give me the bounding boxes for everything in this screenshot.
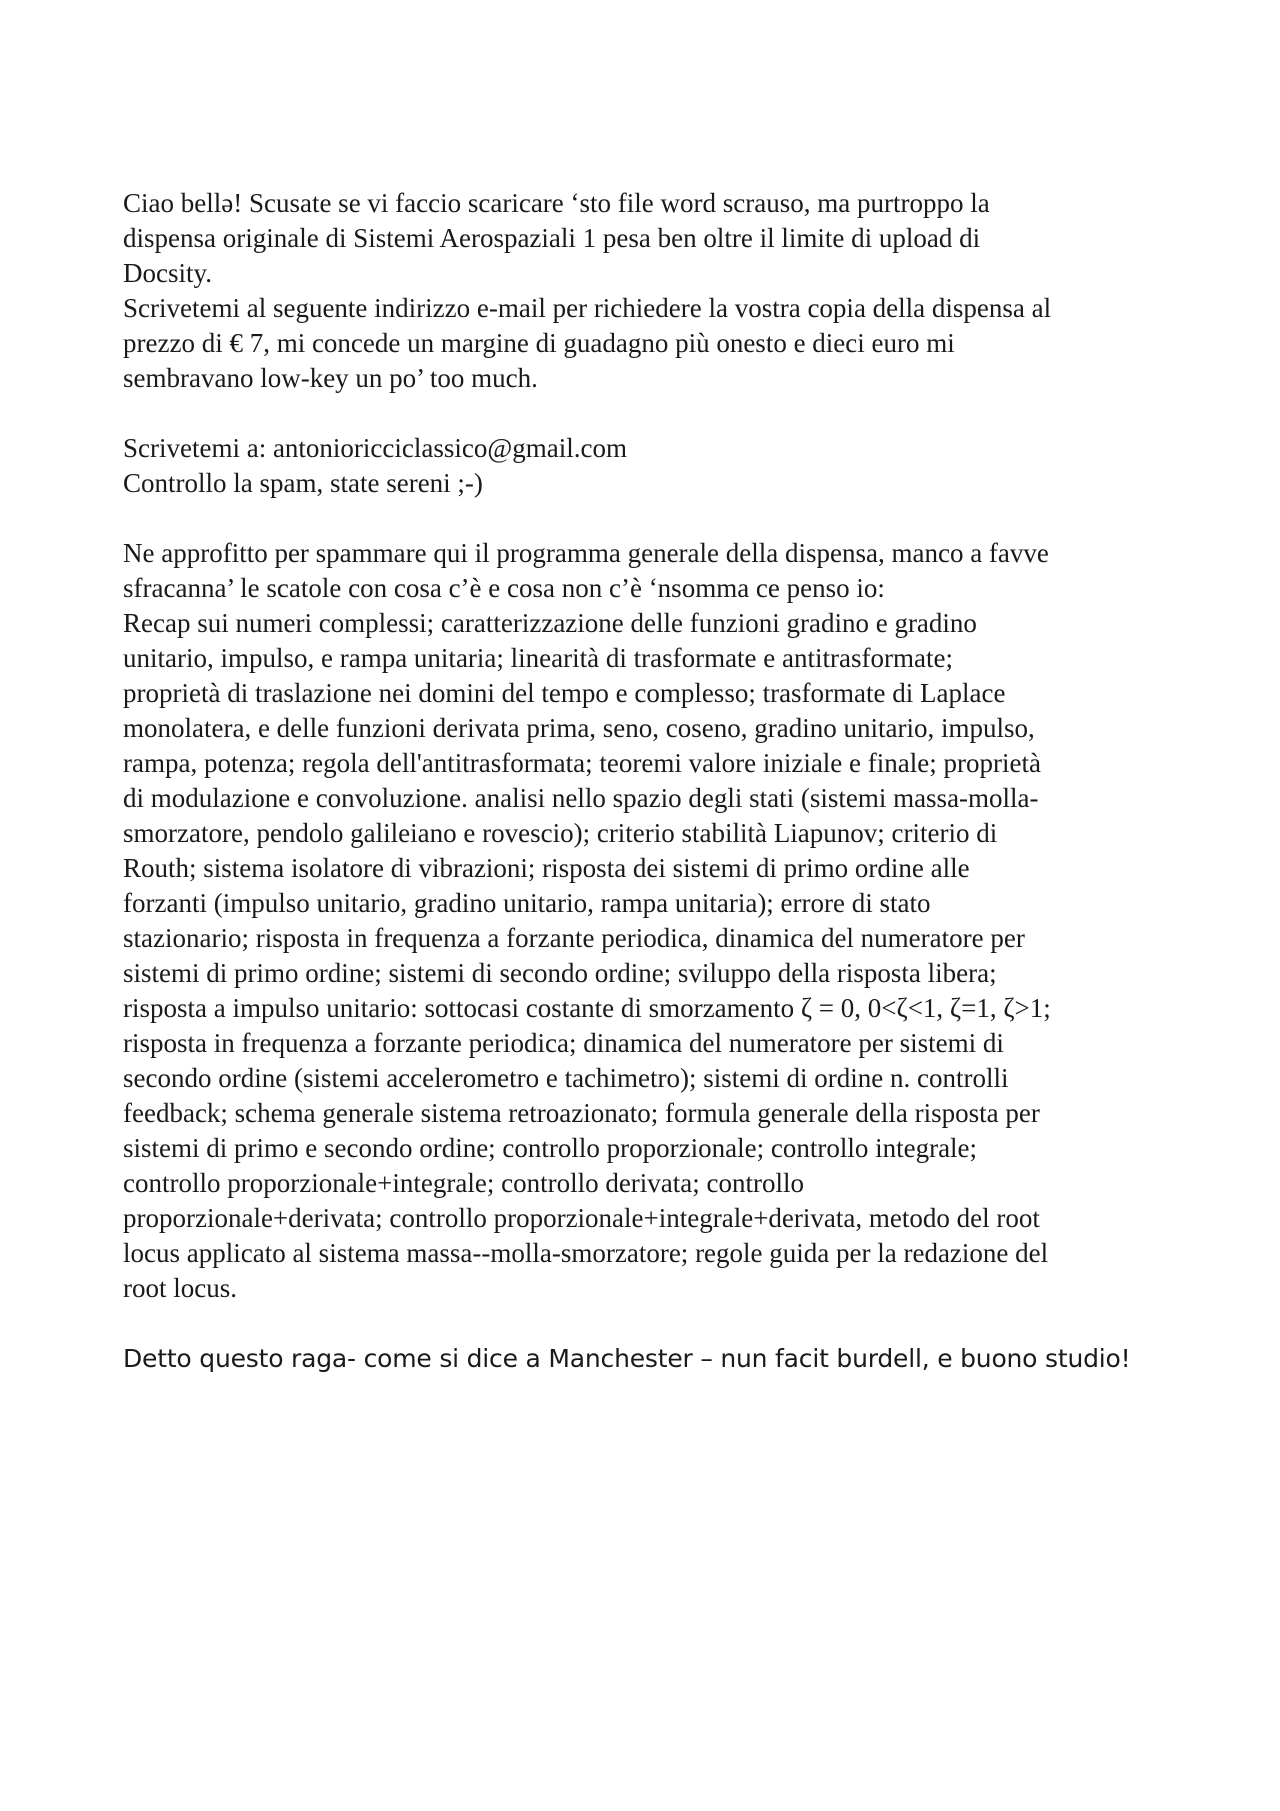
- text-line: stazionario; risposta in frequenza a forzante periodica, dinamica del numeratore per: [123, 923, 1025, 953]
- program-paragraph: [123, 536, 1173, 1306]
- text-line: prezzo di € 7, mi concede un margine di guadagno più onesto e dieci euro mi: [123, 328, 955, 358]
- text-line: sfracanna’ le scatole con cosa c’è e cosa non c’è ‘nsomma ce penso io:: [123, 573, 885, 603]
- text-line: smorzatore, pendolo galileiano e rovescio); criterio stabilità Liapunov; criterio di: [123, 818, 998, 848]
- text-line: Routh; sistema isolatore di vibrazioni; risposta dei sistemi di primo ordine alle: [123, 853, 970, 883]
- text-line: unitario, impulso, e rampa unitaria; linearità di trasformate e antitrasformate;: [123, 643, 953, 673]
- paragraph-gap: [123, 501, 1173, 536]
- closing-paragraph: [123, 1341, 1173, 1376]
- text-line: sembravano low-key un po’ too much.: [123, 363, 538, 393]
- intro-paragraph: [123, 186, 1173, 396]
- text-line: rampa, potenza; regola dell'antitrasformata; teoremi valore iniziale e finale; proprietà: [123, 748, 1041, 778]
- text-line: forzanti (impulso unitario, gradino unitario, rampa unitaria); errore di stato: [123, 888, 931, 918]
- text-line: Recap sui numeri complessi; caratterizzazione delle funzioni gradino e gradino: [123, 608, 977, 638]
- text-line: risposta in frequenza a forzante periodica; dinamica del numeratore per sistemi di: [123, 1028, 1004, 1058]
- text-line: locus applicato al sistema massa--molla-smorzatore; regole guida per la redazione del: [123, 1238, 1049, 1268]
- text-line: controllo proporzionale+integrale; controllo derivata; controllo: [123, 1168, 804, 1198]
- text-line: sistemi di primo e secondo ordine; controllo proporzionale; controllo integrale;: [123, 1133, 978, 1163]
- document-body: [123, 186, 1173, 1376]
- text-line: proporzionale+derivata; controllo proporzionale+integrale+derivata, metodo del root: [123, 1203, 1040, 1233]
- paragraph-gap: [123, 1306, 1173, 1341]
- text-line: sistemi di primo ordine; sistemi di secondo ordine; sviluppo della risposta libera;: [123, 958, 997, 988]
- text-line: Docsity.: [123, 258, 212, 288]
- text-line: monolatera, e delle funzioni derivata prima, seno, coseno, gradino unitario, impulso,: [123, 713, 1035, 743]
- closing-line: Detto questo raga- come si dice a Manchester – nun facit burdell, e buono studio!: [123, 1344, 1131, 1373]
- text-line: risposta a impulso unitario: sottocasi costante di smorzamento ζ = 0, 0<ζ<1, ζ=1, ζ>1;: [123, 993, 1051, 1023]
- text-line: Controllo la spam, state sereni ;-): [123, 468, 483, 498]
- text-line: secondo ordine (sistemi accelerometro e tachimetro); sistemi di ordine n. controlli: [123, 1063, 1009, 1093]
- email-line: Scrivetemi a: antonioricciclassico@gmail.com: [123, 433, 627, 463]
- text-line: Scrivetemi al seguente indirizzo e-mail per richiedere la vostra copia della dispensa al: [123, 293, 1052, 323]
- text-line: Ne approfitto per spammare qui il programma generale della dispensa, manco a favve: [123, 538, 1049, 568]
- contact-paragraph: [123, 431, 1173, 501]
- text-line: di modulazione e convoluzione. analisi nello spazio degli stati (sistemi massa-molla-: [123, 783, 1039, 813]
- text-line: proprietà di traslazione nei domini del tempo e complesso; trasformate di Laplace: [123, 678, 1006, 708]
- text-line: Ciao bellə! Scusate se vi faccio scaricare ‘sto file word scrauso, ma purtroppo la: [123, 188, 990, 218]
- paragraph-gap: [123, 396, 1173, 431]
- text-line: feedback; schema generale sistema retroazionato; formula generale della risposta per: [123, 1098, 1040, 1128]
- text-line: root locus.: [123, 1273, 237, 1303]
- text-line: dispensa originale di Sistemi Aerospaziali 1 pesa ben oltre il limite di upload di: [123, 223, 981, 253]
